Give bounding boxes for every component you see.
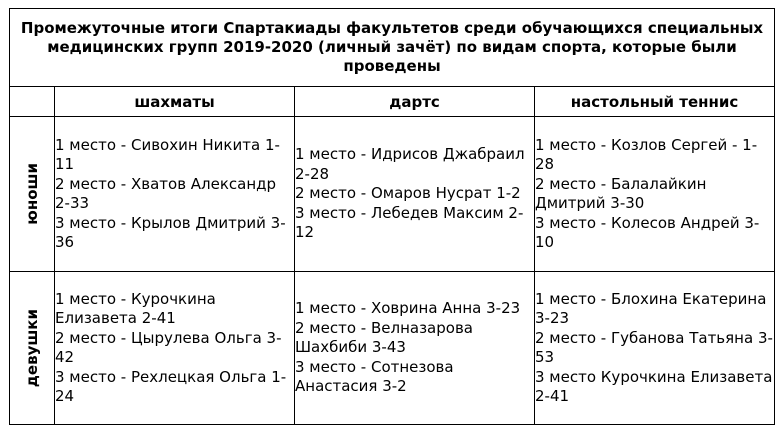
- result-cell-girls-chess: [55, 272, 295, 425]
- group-label-cell: [10, 272, 55, 425]
- place-2: 2 место - Омаров Нусрат 1-2: [295, 184, 521, 203]
- sport-header-chess: шахматы: [55, 87, 295, 117]
- place-1: 1 место - Сивохин Никита 1-11: [55, 135, 280, 173]
- sport-header-darts: дартс: [295, 87, 535, 117]
- place-2: 2 место - Цырулева Ольга 3-42: [55, 328, 282, 366]
- group-row-boys: [10, 117, 775, 272]
- place-3: 3 место Курочкина Елизавета 2-41: [535, 367, 773, 405]
- place-2: 2 место - Балалайкин Дмитрий 3-30: [535, 174, 707, 212]
- sports-header-row: [10, 87, 775, 117]
- results-table: [9, 8, 775, 425]
- group-label-boys: юноши: [23, 163, 41, 225]
- place-3: 3 место - Колесов Андрей 3-10: [535, 213, 760, 251]
- group-label-girls: девушки: [23, 308, 41, 388]
- group-row-girls: [10, 272, 775, 425]
- result-cell-boys-darts: [295, 117, 535, 272]
- place-2: 2 место - Хватов Александр 2-33: [55, 174, 277, 212]
- corner-cell: [10, 87, 55, 117]
- place-3: 3 место - Рехлецкая Ольга 1-24: [55, 367, 287, 405]
- place-2: 2 место - Велназарова Шахбиби 3-43: [295, 318, 473, 357]
- place-1: 1 место - Козлов Сергей - 1-28: [535, 135, 758, 173]
- place-1: 1 место - Курочкина Елизавета 2-41: [55, 289, 216, 327]
- place-1: 1 место - Блохина Екатерина 3-23: [535, 289, 767, 327]
- table-title: Промежуточные итоги Спартакиады факультетов среди обучающихся специальных медицинских групп 2019-2020 (личный зачёт) по видам спорта, которые были проведены: [10, 9, 775, 87]
- result-cell-boys-chess: [55, 117, 295, 272]
- title-row: [10, 9, 775, 87]
- place-2: 2 место - Губанова Татьяна 3-53: [535, 328, 773, 366]
- result-cell-girls-darts: [295, 272, 535, 425]
- result-cell-boys-table-tennis: [535, 117, 775, 272]
- group-label-cell: [10, 117, 55, 272]
- place-3: 3 место - Крылов Дмитрий 3-36: [55, 213, 286, 251]
- place-3: 3 место - Сотнезова Анастасия 3-2: [295, 357, 454, 396]
- sport-header-table-tennis: настольный теннис: [535, 87, 775, 117]
- place-3: 3 место - Лебедев Максим 2-12: [295, 203, 524, 242]
- place-1: 1 место - Идрисов Джабраил 2-28: [295, 145, 525, 183]
- result-cell-girls-table-tennis: [535, 272, 775, 425]
- place-1: 1 место - Ховрина Анна 3-23: [295, 299, 521, 318]
